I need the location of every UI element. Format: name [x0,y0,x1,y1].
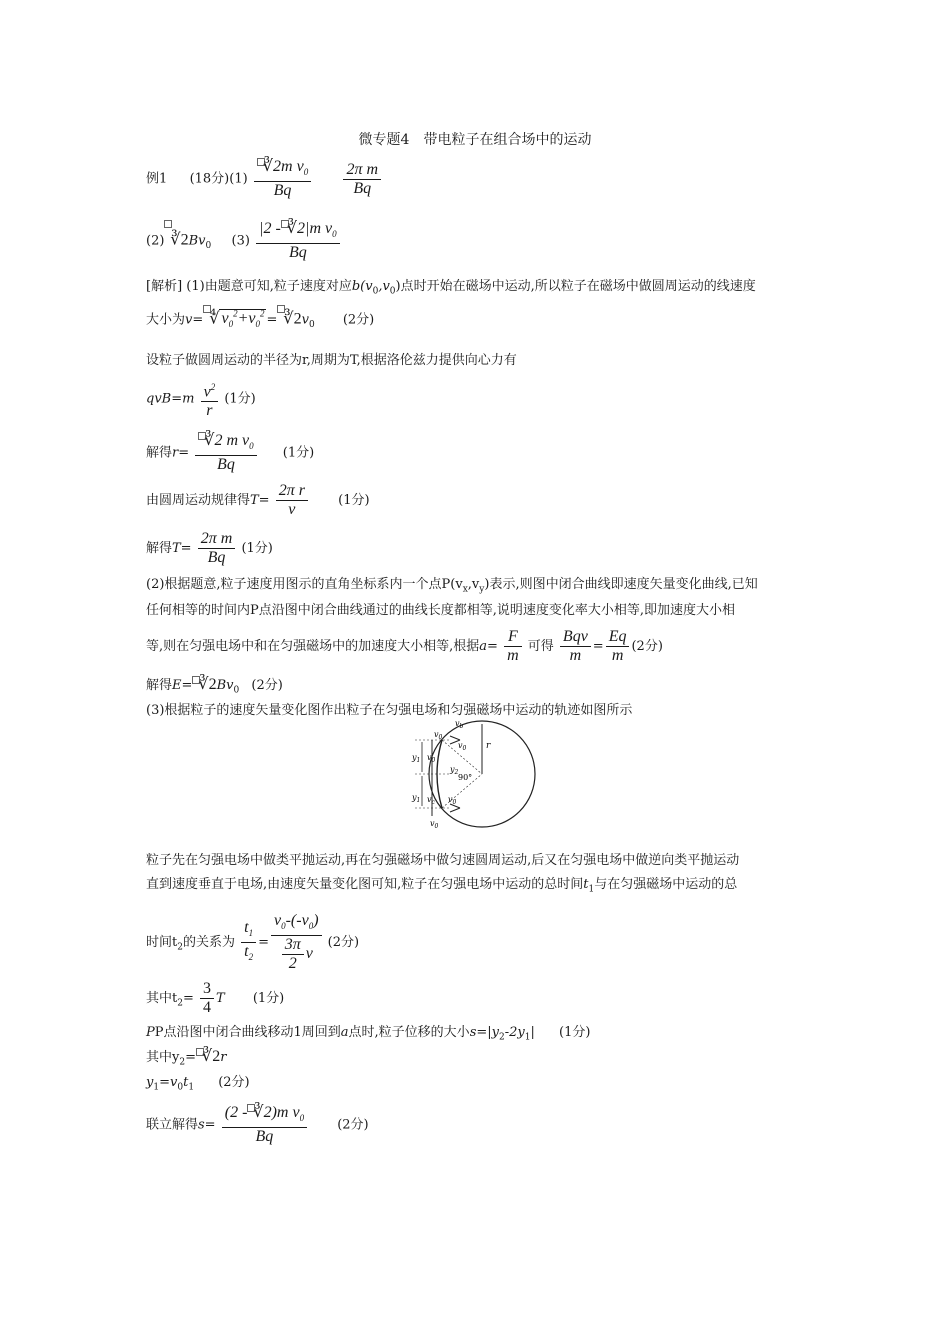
analysis-line-17: PP点沿图中闭合曲线移动1周回到a点时,粒子位移的大小$s=|y_2-2y_1|$ (1分) [146,1025,591,1043]
answer-1b-fraction: $\frac{\text{2π m}}{Bq}$ [343,161,381,198]
analysis-line-20: 联立解得s= $\frac{(2 - ∛2)m v_0}{Bq}$ (2分) [146,1104,369,1146]
period-fraction-2: $\frac{\text{2π m}}{Bq}$ [198,530,236,567]
acc-fraction-bqv: $\frac{\text{Bqv}}{m}$ [560,628,591,665]
quarter-fraction: $\frac{3}{4}$ [200,980,214,1017]
trajectory-figure [410,718,540,833]
analysis-line-11: 解得$E= ∛2Bv_0$ (2分) [146,676,283,696]
time-ratio-fraction: $\frac{t_1}{t_2}$ [241,919,256,966]
example-answer-line-2: (2) $∛2Bv_0$ (3) $\frac{|2 - ∛2|m v_0}{Bq}$ [146,220,342,262]
page-title: 微专题4 带电粒子在组合场中的运动 [358,132,592,148]
svg-text:vb: $v_b$ [455,719,464,730]
displacement-fraction: $\frac{(2 - ∛2)m v_0}{Bq}$ [222,1104,307,1146]
svg-text:90°: 90° [458,773,473,782]
acc-fraction-eq: $\frac{Eq}{m}$ [606,628,630,665]
analysis-line-5: 解得r= $\frac{∛2 m v_0}{Bq}$ (1分) [146,432,315,474]
svg-text:vc: $v_c$ [427,795,435,806]
svg-text:y2: $y_2$ [450,765,459,776]
analysis-line-19: $y_1=v_0t_1$ (2分) [146,1075,250,1093]
example-score: (18分)(1) [189,171,248,187]
answer-3-fraction: $\frac{|2 - ∛2|m v_0}{Bq}$ [256,220,340,262]
acc-fraction-f: $\frac{F}{m}$ [504,628,522,665]
analysis-line-7: 解得T= $\frac{\text{2π m}}{Bq}$ (1分) [146,530,273,566]
velocity-ratio-fraction: $v_0-(-v_0)$ $\frac{3\pi}{2}$ v [271,912,322,973]
period-fraction-1: $\frac{\text{2π r}}{v}$ [276,482,308,519]
analysis-line-4: qvB=m $\frac{v^2}{r}$ (1分) [146,378,256,420]
svg-text:v0: $v_0$ [434,730,443,741]
radius-fraction: $\frac{∛2 m v_0}{Bq}$ [195,432,256,474]
analysis-line-6: 由圆周运动规律得T= $\frac{\text{2π r}}{v}$ (1分) [146,482,370,518]
analysis-line-12: (3)根据粒子的速度矢量变化图作出粒子在匀强电场和匀强磁场中运动的轨迹如图所示 [146,703,633,718]
svg-text:y1: $y_1$ [412,793,421,804]
answer-1a-fraction: $\frac{∛2m v_0}{Bq}$ [254,158,311,200]
analysis-line-16: 其中$t_2=$ $\frac{3}{4}$ T (1分) [146,980,285,1016]
analysis-line-13: 粒子先在匀强电场中做类平抛运动,再在匀强磁场中做匀速圆周运动,后又在匀强电场中做逆向类平抛运动 [146,853,740,868]
example-answer-line-1 [146,158,383,200]
example-label: 例1 [146,171,168,187]
analysis-line-2: 大小为v= ∜ $v_0^2+v_0^2$ = $∛2v_0$ (2分) [146,305,374,334]
svg-text:v0: $v_0$ [427,753,436,764]
analysis-line-14: 直到速度垂直于电场,由速度矢量变化图可知,粒子在匀强电场中运动的总时间$t_1$与在匀强磁场中运动的总 [146,877,738,895]
svg-text:r: r [486,741,491,751]
svg-text:v0: $v_0$ [458,741,467,752]
analysis-line-10: 等,则在匀强电场中和在匀强磁场中的加速度大小相等,根据a= $\frac{F}{m}$ 可得 $\frac{\text{Bqv}}{m}$ = $\frac{Eq}{m}$ (2分) [146,628,663,664]
analysis-line-8: (2)根据题意,粒子速度用图示的直角坐标系内一个点$P(v_x,v_y)$表示,则图中闭合曲线即速度矢量变化曲线,已知 [146,577,758,595]
analysis-line-15: 时间$t_2$的关系为 $\frac{t_1}{t_2}$ = $v_0-(-v_0)$ $\frac{3\pi}{2}$ v (2分) [146,912,360,973]
analysis-line-18: 其中$y_2=$ ∛2r [146,1048,227,1068]
analysis-line-1: [解析] (1)由题意可知,粒子速度对应$b(v_0,v_0)$点时开始在磁场中运动,所以粒子在磁场中做圆周运动的线速度 [146,279,756,297]
analysis-line-9: 任何相等的时间内P点沿图中闭合曲线通过的曲线长度都相等,说明速度变化率大小相等,即加速度大小相 [146,603,736,618]
svg-text:y1: $y_1$ [412,753,421,764]
svg-text:v0: $v_0$ [448,795,457,806]
analysis-line-3: 设粒子做圆周运动的半径为r,周期为T,根据洛伦兹力提供向心力有 [146,353,517,368]
centripetal-fraction: $\frac{v^2}{r}$ [201,378,219,420]
svg-text:v0: $v_0$ [430,819,439,830]
